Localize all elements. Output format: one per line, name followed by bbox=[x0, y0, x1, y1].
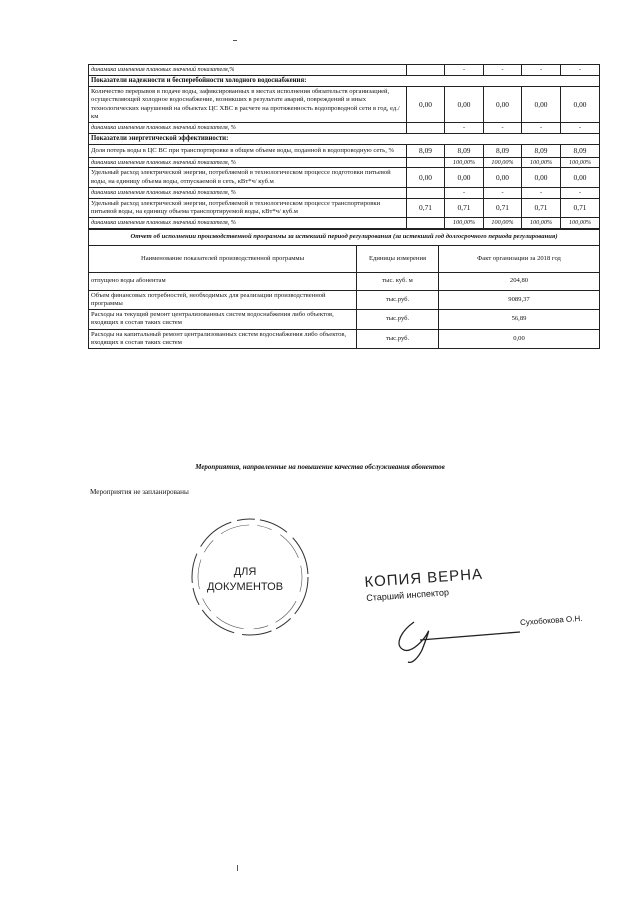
indicator-value: - bbox=[484, 123, 522, 134]
round-stamp-line1: ДЛЯ bbox=[233, 566, 257, 578]
indicator-value: 0,00 bbox=[522, 87, 561, 123]
indicator-value: 0,71 bbox=[407, 198, 445, 217]
header-unit: Единицы измерения bbox=[357, 245, 439, 272]
indicator-value: 100,00% bbox=[561, 157, 600, 168]
report-value: 204,80 bbox=[439, 272, 600, 290]
indicator-value: 0,71 bbox=[445, 198, 484, 217]
report-row bbox=[89, 290, 600, 309]
report-caption: Отчет об исполнении производственной программы за истекший период регулирования (за истекший год долгосрочного периода регулирования) bbox=[89, 229, 600, 245]
indicator-value: 8,09 bbox=[484, 145, 522, 157]
report-name: отпущено воды абонентам bbox=[89, 272, 357, 290]
indicator-value: - bbox=[522, 65, 561, 76]
indicator-label: Доля потерь воды в ЦС ВС при транспортировке в общем объеме воды, поданной в водопроводную сеть, % bbox=[89, 145, 407, 157]
indicator-row bbox=[89, 168, 600, 187]
indicator-value: - bbox=[522, 187, 561, 198]
report-name: Расходы на капитальный ремонт централизованных систем водоснабжения либо объектов, входящих в состав таких систем bbox=[89, 329, 357, 348]
indicator-value: - bbox=[522, 123, 561, 134]
indicator-value: 0,71 bbox=[522, 198, 561, 217]
events-heading: Мероприятия, направленные на повышение качества обслуживания абонентов bbox=[195, 463, 445, 471]
indicator-value bbox=[407, 65, 445, 76]
indicator-value bbox=[407, 218, 445, 229]
report-unit: тыс.руб. bbox=[357, 290, 439, 309]
report-table bbox=[88, 229, 600, 349]
dynamics-row bbox=[89, 157, 600, 168]
header-fact-2018: Факт организации за 2018 год bbox=[439, 245, 600, 272]
events-note: Мероприятия не запланированы bbox=[90, 488, 189, 496]
indicator-value: 8,09 bbox=[407, 145, 445, 157]
indicator-label: динамика изменения плановых значений показателя, % bbox=[89, 123, 407, 134]
indicator-label: Количество перерывов в подаче воды, зафиксированных в местах исполнения обязательств организацией, осуществляющей холодное водоснабжение, возникших в результате аварий, повреждений и иных технологических нарушений на объектах ЦС ХВС в расчете на протяженность водопроводной сети в год, ед./км bbox=[89, 87, 407, 123]
indicator-value bbox=[407, 123, 445, 134]
indicator-value bbox=[407, 157, 445, 168]
copy-stamp bbox=[364, 565, 484, 603]
report-unit: тыс.руб. bbox=[357, 329, 439, 348]
section-row bbox=[89, 133, 600, 144]
document-sheet bbox=[88, 64, 599, 349]
indicator-value: - bbox=[561, 65, 600, 76]
round-stamp-line2: ДОКУМЕНТОВ bbox=[206, 581, 284, 593]
dynamics-row bbox=[89, 123, 600, 134]
indicator-row bbox=[89, 145, 600, 157]
indicator-value: 100,00% bbox=[522, 218, 561, 229]
indicator-value: - bbox=[445, 65, 484, 76]
report-value: 9089,37 bbox=[439, 290, 600, 309]
indicator-label: Удельный расход электрической энергии, потребляемой в технологическом процессе подготовки питьевой воды, на единицу объема воды, отпускаемой в сеть, кВт*ч/ куб.м bbox=[89, 168, 407, 187]
indicator-label: динамика изменения плановых значений показателя, % bbox=[89, 157, 407, 168]
report-value: 56,89 bbox=[439, 310, 600, 329]
indicator-label: динамика изменения плановых значений показателя, % bbox=[89, 187, 407, 198]
indicator-label: динамика изменения плановых значений показателя, % bbox=[89, 218, 407, 229]
handwritten-signature bbox=[380, 610, 530, 665]
signer-name: Сухобокова О.Н. bbox=[519, 613, 583, 628]
report-row bbox=[89, 272, 600, 290]
indicator-value: 100,00% bbox=[561, 218, 600, 229]
indicator-label: динамика изменения плановых значений показателя,% bbox=[89, 65, 407, 76]
indicator-value: 8,09 bbox=[522, 145, 561, 157]
dynamics-row bbox=[89, 65, 600, 76]
round-stamp bbox=[185, 512, 315, 642]
copy-stamp-title: КОПИЯ ВЕРНА bbox=[364, 565, 484, 591]
indicator-value: 100,00% bbox=[484, 157, 522, 168]
report-row bbox=[89, 329, 600, 348]
indicator-value: 0,71 bbox=[561, 198, 600, 217]
indicator-value: 0,00 bbox=[561, 87, 600, 123]
indicator-value: 0,00 bbox=[484, 168, 522, 187]
section-row bbox=[89, 75, 600, 86]
section-heading: Показатели энергетической эффективности: bbox=[89, 133, 600, 144]
indicator-value: 0,00 bbox=[445, 87, 484, 123]
report-table-body bbox=[89, 272, 600, 348]
indicator-value: 0,00 bbox=[445, 168, 484, 187]
top-mark bbox=[233, 40, 237, 41]
indicator-value: 8,09 bbox=[561, 145, 600, 157]
indicator-value: - bbox=[484, 187, 522, 198]
indicator-value: - bbox=[445, 187, 484, 198]
report-value: 0,00 bbox=[439, 329, 600, 348]
indicator-value bbox=[407, 187, 445, 198]
section-heading: Показатели надежности и бесперебойности холодного водоснабжения: bbox=[89, 75, 600, 86]
report-row bbox=[89, 310, 600, 329]
indicator-value: - bbox=[561, 187, 600, 198]
indicator-value: 100,00% bbox=[445, 157, 484, 168]
indicator-value: 0,00 bbox=[407, 87, 445, 123]
indicator-value: 0,71 bbox=[484, 198, 522, 217]
indicator-row bbox=[89, 87, 600, 123]
dynamics-row bbox=[89, 218, 600, 229]
header-indicator-name: Наименование показателей производственной программы bbox=[89, 245, 357, 272]
indicator-value: 8,09 bbox=[445, 145, 484, 157]
report-name: Объем финансовых потребностей, необходимых для реализации производственной программы bbox=[89, 290, 357, 309]
indicator-value: 0,00 bbox=[561, 168, 600, 187]
bottom-mark bbox=[237, 865, 238, 871]
indicator-value: 0,00 bbox=[522, 168, 561, 187]
indicators-table-body bbox=[89, 65, 600, 229]
indicator-value: 100,00% bbox=[445, 218, 484, 229]
indicator-value: 0,00 bbox=[407, 168, 445, 187]
indicator-value: 0,00 bbox=[484, 87, 522, 123]
indicator-label: Удельный расход электрической энергии, потребляемой в технологическом процессе транспортировки питьевой воды, на единицу объема транспортируемой воды, кВт*ч/ куб.м bbox=[89, 198, 407, 217]
report-unit: тыс. куб. м bbox=[357, 272, 439, 290]
indicators-table bbox=[88, 64, 600, 229]
indicator-value: - bbox=[561, 123, 600, 134]
copy-stamp-position: Старший инспектор bbox=[366, 587, 450, 603]
indicator-value: - bbox=[445, 123, 484, 134]
report-unit: тыс.руб. bbox=[357, 310, 439, 329]
report-name: Расходы на текущий ремонт централизованных систем водоснабжения либо объектов, входящих в состав таких систем bbox=[89, 310, 357, 329]
indicator-value: - bbox=[484, 65, 522, 76]
indicator-value: 100,00% bbox=[522, 157, 561, 168]
dynamics-row bbox=[89, 187, 600, 198]
indicator-value: 100,00% bbox=[484, 218, 522, 229]
indicator-row bbox=[89, 198, 600, 217]
